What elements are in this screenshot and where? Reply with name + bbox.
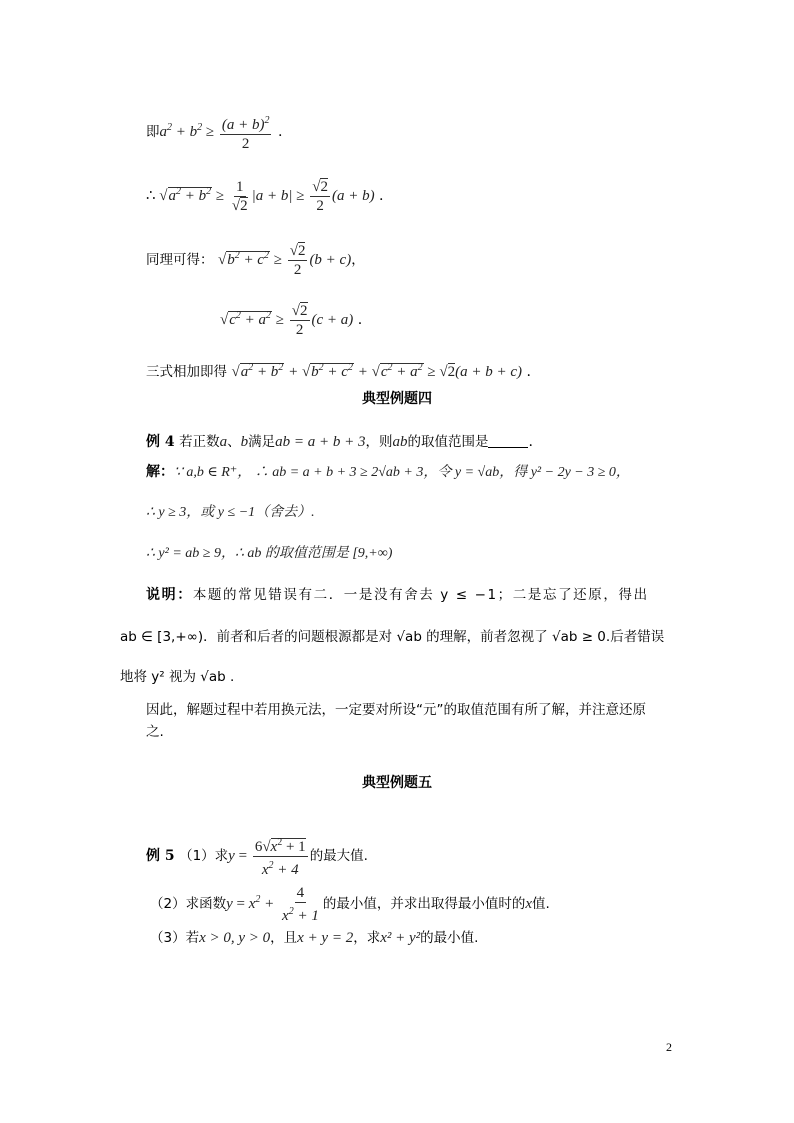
condition: ab = a + b + 3 bbox=[275, 434, 366, 450]
example-label: 例 5 bbox=[146, 847, 175, 864]
math-expression: $a^2 + b^2$ ≥ $\frac{(a + b)^2}{2}$ bbox=[160, 124, 274, 140]
text: ，求 bbox=[353, 930, 381, 946]
derivation-line-4 bbox=[220, 302, 362, 339]
solution-line-1 bbox=[146, 462, 630, 483]
solution-line-2 bbox=[146, 502, 315, 523]
text: 的最小值，并求出取得最小值时的 bbox=[322, 895, 526, 912]
text: 的取值范围是 bbox=[407, 434, 489, 450]
derivation-line-3 bbox=[146, 242, 365, 279]
text: ，则 bbox=[365, 434, 393, 450]
punct: . bbox=[528, 434, 533, 450]
note-line-2 bbox=[120, 627, 664, 647]
var-b: b bbox=[240, 434, 249, 450]
note-text: 地将 y² 视为 √ab . bbox=[120, 669, 235, 685]
derivation-line-1 bbox=[146, 112, 282, 153]
text: 的最大值. bbox=[309, 847, 368, 864]
conclusion-text: 因此，解题过程中若用换元法，一定要对所设“元”的取值范围有所了解，并注意还原 bbox=[146, 702, 646, 718]
var-x: x bbox=[525, 895, 532, 912]
punct: . bbox=[526, 364, 531, 380]
math-text: ∵ a,b ∈ R⁺， ∴ ab = a + b + 3 ≥ 2√ab + 3，令 y = √ab，得 y² − 2y − 3 ≥ 0， bbox=[174, 465, 630, 480]
note-line-3 bbox=[120, 667, 234, 687]
text-prefix: 三式相加即得 bbox=[146, 364, 227, 380]
text-prefix: 即 bbox=[146, 123, 160, 140]
math-expression: $√b^2 + c^2$ ≥ $\frac{√2}{2}$ (b + c) bbox=[217, 243, 352, 278]
math-expression: $y = x^2$ + $\frac{4}{x^2 + 1}$ bbox=[226, 885, 319, 924]
punct: . bbox=[379, 187, 384, 204]
note-label: 说明： bbox=[146, 587, 193, 603]
text: 值. bbox=[532, 895, 550, 912]
derivation-line-5 bbox=[146, 358, 531, 382]
conclusion-line-1 bbox=[146, 700, 646, 720]
text: ，且 bbox=[270, 930, 298, 946]
page-number: 2 bbox=[666, 1040, 672, 1054]
math-expression: $√c^2 + a^2$ ≥ $\frac{√2}{2}$ (c + a) bbox=[220, 303, 354, 338]
solution-label: 解： bbox=[146, 464, 174, 480]
text: 、 bbox=[227, 434, 241, 450]
punct: ， bbox=[351, 251, 365, 268]
derivation-line-2 bbox=[146, 178, 384, 215]
note-text: 本题的常见错误有二．一是没有舍去 y ≤ −1；二是忘了还原，得出 bbox=[192, 587, 649, 603]
text: （3）若 bbox=[150, 930, 200, 946]
note-line-1 bbox=[146, 585, 649, 605]
solution-line-3 bbox=[146, 543, 392, 564]
math-expression: $√a^2 + b^2 + √b^2 + c^2 + √c^2 + a^2 \ge √2(a + b + c)$ bbox=[231, 362, 522, 380]
example-5-q3 bbox=[150, 928, 478, 948]
example-label: 例 4 bbox=[146, 434, 175, 450]
conclusion-line-2 bbox=[146, 722, 164, 742]
text: 的最小值. bbox=[420, 930, 479, 946]
conclusion-text: 之. bbox=[146, 724, 164, 740]
example-5-q1 bbox=[146, 834, 368, 879]
text: 满足 bbox=[248, 434, 276, 450]
answer-blank bbox=[488, 433, 528, 448]
example-5-q2 bbox=[150, 884, 550, 925]
math-text: ∴ y² = ab ≥ 9，∴ ab 的取值范围是 [9,+∞) bbox=[146, 546, 393, 561]
example-4-statement bbox=[146, 432, 533, 452]
text: （2）求函数 bbox=[150, 895, 227, 912]
punct: . bbox=[357, 311, 363, 328]
condition: x + y = 2 bbox=[297, 930, 354, 946]
var-a: a bbox=[219, 434, 228, 450]
math-expression: y = $\frac{6√x^2 + 1}{x^2 + 4}$ bbox=[228, 848, 310, 864]
text: 若正数 bbox=[179, 434, 220, 450]
section-heading-5: 典型例题五 bbox=[362, 775, 432, 791]
math-expression: ∴ $√a^2 + b^2$ ≥ $\frac{1}{√2}$ |a + b| ≥ $\frac{√2}{2}$ (a + b) bbox=[146, 179, 375, 214]
var-ab: ab bbox=[392, 434, 408, 450]
note-text: ab ∈ [3,+∞)．前者和后者的问题根源都是对 √ab 的理解，前者忽视了 √ab ≥ 0.后者错误 bbox=[120, 629, 665, 645]
text-prefix: 同理可得： bbox=[146, 251, 214, 268]
section-heading-4: 典型例题四 bbox=[362, 391, 432, 407]
expression: x² + y² bbox=[380, 930, 421, 946]
math-text: ∴ y ≥ 3，或 y ≤ −1（舍去）. bbox=[146, 505, 315, 520]
punct: . bbox=[277, 123, 283, 140]
condition: x > 0, y > 0 bbox=[199, 930, 271, 946]
text: （1）求 bbox=[179, 847, 229, 864]
